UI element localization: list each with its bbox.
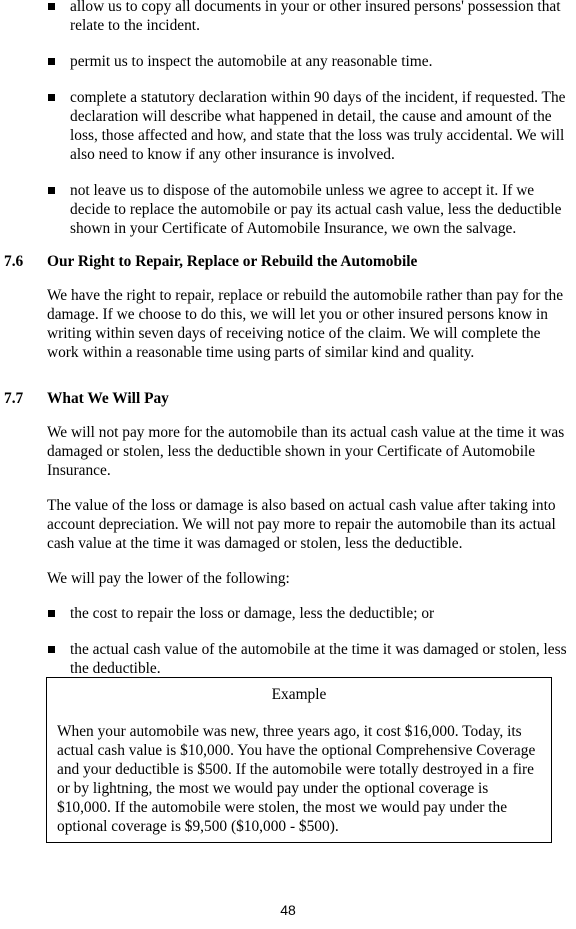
section-heading [0, 389, 576, 409]
bullet-item [0, 604, 576, 623]
section-paragraph: We have the right to repair, replace or rebuild the automobile rather than pay for the damage. If we choose to do this, we will let you or other insured persons know in writing within seven days of receiving notice of the claim. We will complete the work within a reasonable time using parts of similar kind and quality. [47, 287, 564, 361]
square-bullet-icon [48, 610, 55, 617]
square-bullet-icon [48, 3, 55, 10]
page-number: 48 [280, 902, 296, 918]
section-title: What We Will Pay [47, 390, 169, 407]
example-body: When your automobile was new, three years ago, it cost $16,000. Today, its actual cash value is $10,000. You have the optional Comprehensive Coverage and your deductible is $500. If the automobile were totally destroyed in a fire or by lightning, the most we would pay under the optional coverage is $10,000. If the automobile were stolen, the most we would pay under the optional coverage is $9,500 ($10,000 - $500). [57, 723, 536, 835]
section-number: 7.6 [4, 253, 24, 270]
section-title: Our Right to Repair, Replace or Rebuild the Automobile [47, 253, 418, 270]
continued-bullet-list [0, 0, 576, 255]
bullet-item [0, 0, 576, 35]
section-number: 7.7 [4, 390, 24, 407]
section-7-6 [0, 252, 576, 378]
bullet-item [0, 640, 576, 678]
square-bullet-icon [48, 646, 55, 653]
bullet-text: the cost to repair the loss or damage, less the deductible; or [70, 605, 435, 622]
bullet-text: permit us to inspect the automobile at any reasonable time. [70, 53, 433, 70]
section-paragraph: We will not pay more for the automobile than its actual cash value at the time it was damaged or stolen, less the deductible shown in your Certificate of Automobile Insurance. [47, 424, 565, 479]
bullet-text: allow us to copy all documents in your or other insured persons' possession that relate to the incident. [70, 0, 561, 34]
bullet-item [0, 88, 576, 164]
square-bullet-icon [48, 187, 55, 194]
section-paragraph: The value of the loss or damage is also based on actual cash value after taking into account depreciation. We will not pay more to repair the automobile than its actual cash value at the time it was damaged or stolen, less the deductible. [47, 497, 556, 552]
section-heading [0, 252, 576, 272]
bullet-item [0, 52, 576, 71]
section-paragraph: We will pay the lower of the following: [47, 570, 290, 587]
section-7-7 [0, 389, 576, 695]
bullet-item [0, 181, 576, 238]
bullet-text: not leave us to dispose of the automobile unless we agree to accept it. If we decide to replace the automobile or pay its actual cash value, less the deductible shown in your Certificate of Automobile Insurance, we own the salvage. [70, 182, 562, 237]
square-bullet-icon [48, 94, 55, 101]
example-title: Example [271, 686, 327, 703]
example-box [46, 677, 552, 843]
bullet-text: the actual cash value of the automobile at the time it was damaged or stolen, less the deductible. [70, 641, 567, 677]
square-bullet-icon [48, 58, 55, 65]
bullet-text: complete a statutory declaration within 90 days of the incident, if requested. The declaration will describe what happened in detail, the cause and amount of the loss, those affected and how, and state that the loss was truly accidental. We will also need to know if any other insurance is involved. [70, 89, 566, 163]
